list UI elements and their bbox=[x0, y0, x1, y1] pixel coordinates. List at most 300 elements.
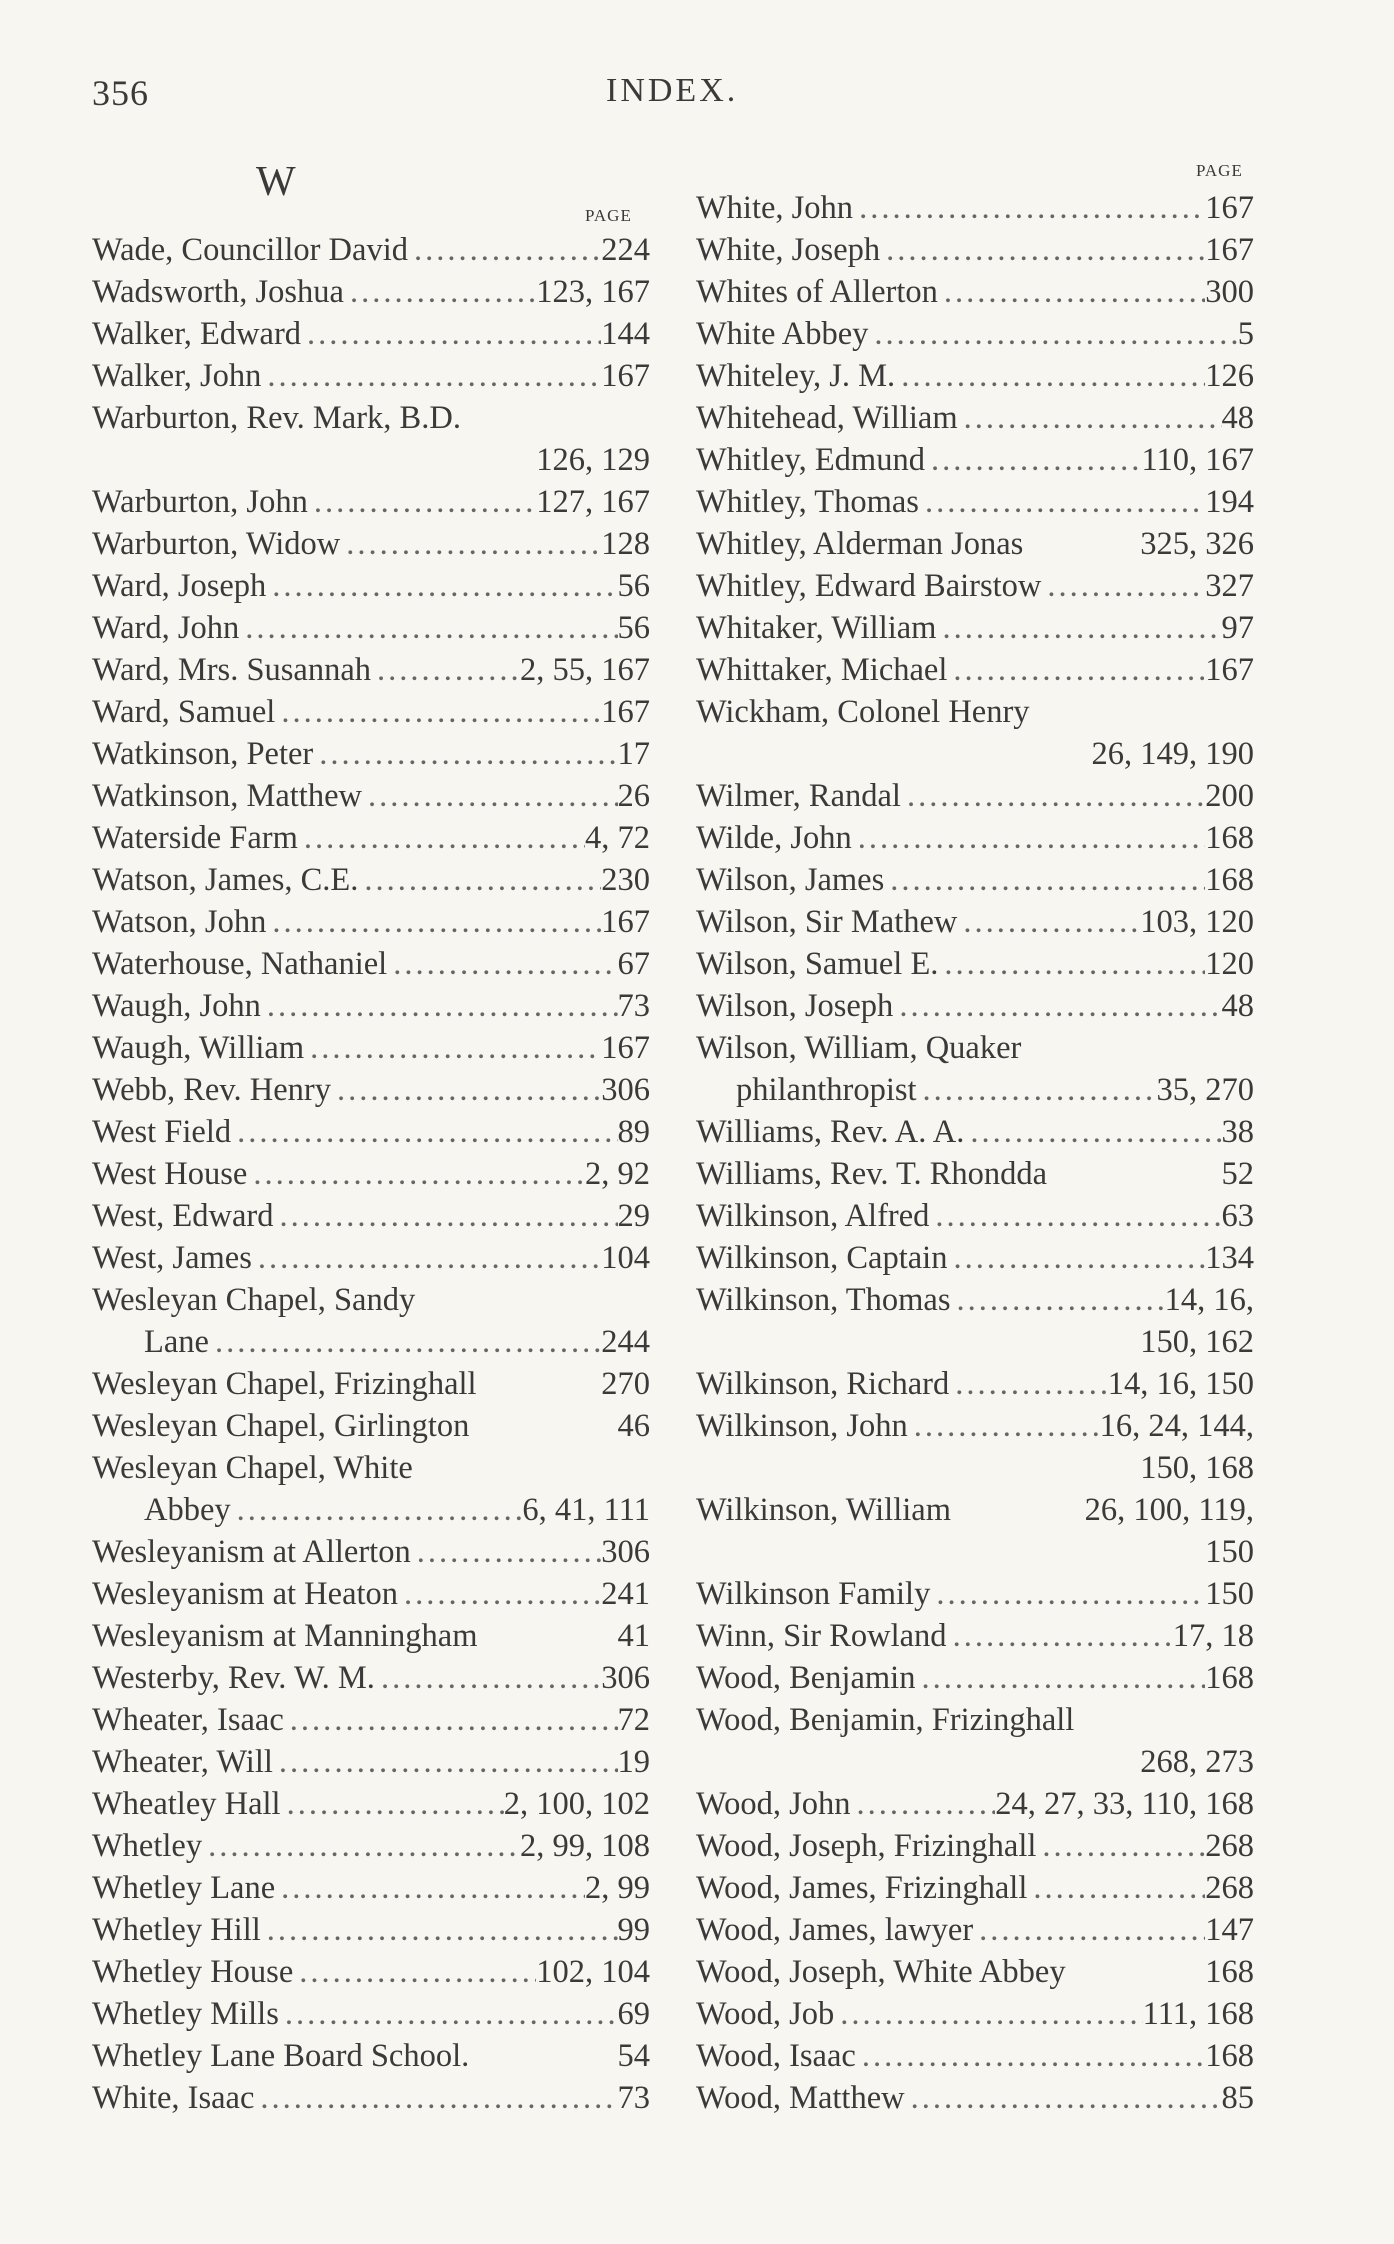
entry-name: Wood, Joseph, Frizinghall bbox=[696, 1828, 1037, 1864]
index-entry bbox=[696, 1699, 1254, 1741]
entry-name: Wilkinson, Thomas bbox=[696, 1282, 951, 1318]
leader-dots bbox=[868, 313, 1237, 355]
entry-name: Waterhouse, Nathaniel bbox=[92, 946, 388, 982]
entry-name: Wood, Isaac bbox=[696, 2038, 856, 2074]
entry-name: Wood, Joseph, White Abbey bbox=[696, 1954, 1066, 1990]
index-entry bbox=[92, 943, 650, 985]
leader-dots bbox=[275, 1867, 585, 1909]
index-entry bbox=[92, 691, 650, 733]
leader-dots bbox=[340, 523, 601, 565]
leader-dots bbox=[950, 1279, 1164, 1321]
entry-name: West House bbox=[92, 1156, 248, 1192]
entry-pages: 268 bbox=[1205, 1870, 1254, 1906]
leader-dots bbox=[852, 817, 1205, 859]
index-entry bbox=[92, 313, 650, 355]
leader-dots bbox=[408, 229, 601, 271]
entry-pages: 19 bbox=[617, 1744, 650, 1780]
entry-name: Whetley Hill bbox=[92, 1912, 261, 1948]
entry-name: West Field bbox=[92, 1114, 232, 1150]
index-entry bbox=[92, 649, 650, 691]
index-entry bbox=[696, 1783, 1254, 1825]
index-entry bbox=[696, 649, 1254, 691]
index-entry bbox=[92, 523, 650, 565]
leader-dots bbox=[947, 1237, 1205, 1279]
entry-pages: 17, 18 bbox=[1172, 1618, 1254, 1654]
index-entry bbox=[92, 1069, 650, 1111]
index-entry bbox=[696, 1867, 1254, 1909]
index-entry bbox=[92, 355, 650, 397]
entry-pages: 2, 99, 108 bbox=[520, 1828, 650, 1864]
leader-dots bbox=[231, 1489, 523, 1531]
entry-pages: 85 bbox=[1221, 2080, 1254, 2116]
leader-dots bbox=[1027, 1867, 1205, 1909]
index-entry bbox=[696, 1825, 1254, 1867]
entry-name: Whitley, Edmund bbox=[696, 442, 925, 478]
leader-dots bbox=[947, 1615, 1173, 1657]
leader-dots bbox=[304, 1027, 601, 1069]
index-entry bbox=[696, 1993, 1254, 2035]
leader-dots bbox=[279, 1993, 618, 2035]
leader-dots bbox=[850, 1783, 995, 1825]
entry-pages: 4, 72 bbox=[585, 820, 650, 856]
entry-name: Webb, Rev. Henry bbox=[92, 1072, 331, 1108]
entry-pages: 127, 167 bbox=[536, 484, 650, 520]
index-entry bbox=[696, 775, 1254, 817]
entry-name: Wood, Benjamin bbox=[696, 1660, 916, 1696]
entry-name: philanthropist bbox=[736, 1072, 917, 1108]
entry-pages: 2, 55, 167 bbox=[520, 652, 650, 688]
index-entry bbox=[92, 1909, 650, 1951]
entry-name: White Abbey bbox=[696, 316, 869, 352]
entry-pages: 167 bbox=[1205, 652, 1254, 688]
entry-pages: 167 bbox=[1205, 232, 1254, 268]
leader-dots bbox=[411, 1531, 602, 1573]
index-entry bbox=[696, 1111, 1254, 1153]
index-entry bbox=[696, 1237, 1254, 1279]
entry-pages: 150 bbox=[1205, 1576, 1254, 1612]
leader-dots bbox=[261, 1909, 618, 1951]
entry-name: Wilson, Joseph bbox=[696, 988, 894, 1024]
leader-dots bbox=[905, 2077, 1222, 2119]
entry-name: Watkinson, Matthew bbox=[92, 778, 362, 814]
index-entry bbox=[696, 2077, 1254, 2119]
entry-name: Wheater, Will bbox=[92, 1744, 273, 1780]
entry-pages: 167 bbox=[601, 904, 650, 940]
entry-pages: 41 bbox=[617, 1618, 650, 1654]
entry-name: Abbey bbox=[144, 1492, 231, 1528]
page-number: 356 bbox=[92, 73, 149, 113]
entry-pages: 24, 27, 33, 110, 168 bbox=[995, 1786, 1254, 1822]
entry-pages: 194 bbox=[1205, 484, 1254, 520]
index-entry bbox=[92, 1531, 650, 1573]
index-entry bbox=[92, 397, 650, 439]
index-entry bbox=[696, 1657, 1254, 1699]
entry-name: Wilkinson, John bbox=[696, 1408, 908, 1444]
leader-dots bbox=[261, 985, 618, 1027]
leader-dots bbox=[398, 1573, 601, 1615]
index-entry bbox=[92, 1951, 650, 1993]
leader-dots bbox=[273, 1741, 618, 1783]
entry-name: Wood, Matthew bbox=[696, 2080, 905, 2116]
index-entry bbox=[92, 1573, 650, 1615]
index-entry bbox=[696, 1741, 1254, 1783]
index-entry bbox=[696, 1615, 1254, 1657]
entry-name: Warburton, Widow bbox=[92, 526, 341, 562]
entry-pages: 102, 104 bbox=[536, 1954, 650, 1990]
entry-name: Waterside Farm bbox=[92, 820, 298, 856]
entry-name: Wood, James, Frizinghall bbox=[696, 1870, 1028, 1906]
entry-name: Wesleyan Chapel, Girlington bbox=[92, 1408, 470, 1444]
index-entry bbox=[696, 1489, 1254, 1531]
entry-pages: 168 bbox=[1205, 1660, 1254, 1696]
index-entry bbox=[92, 1867, 650, 1909]
entry-pages: 224 bbox=[601, 232, 650, 268]
entry-name: Whites of Allerton bbox=[696, 274, 938, 310]
entry-name: Warburton, Rev. Mark, B.D. bbox=[92, 400, 461, 436]
index-entry bbox=[696, 565, 1254, 607]
entry-name: Wilkinson, Alfred bbox=[696, 1198, 930, 1234]
index-entry bbox=[696, 1153, 1254, 1195]
leader-dots bbox=[1041, 565, 1205, 607]
entry-name: Walker, John bbox=[92, 358, 262, 394]
index-entry bbox=[696, 733, 1254, 775]
leader-dots bbox=[938, 271, 1205, 313]
entry-name: Wheater, Isaac bbox=[92, 1702, 284, 1738]
index-entry bbox=[92, 1321, 650, 1363]
entry-name: Whetley Lane Board School. bbox=[92, 2038, 470, 2074]
entry-name: Wadsworth, Joshua bbox=[92, 274, 344, 310]
leader-dots bbox=[375, 1657, 601, 1699]
leader-dots bbox=[313, 733, 617, 775]
index-entry bbox=[92, 1615, 650, 1657]
entry-name: Ward, John bbox=[92, 610, 240, 646]
index-entry bbox=[92, 817, 650, 859]
index-column-right bbox=[696, 187, 1254, 2119]
index-entry bbox=[92, 1447, 650, 1489]
index-entry bbox=[92, 1741, 650, 1783]
entry-pages: 17 bbox=[617, 736, 650, 772]
entry-pages: 268 bbox=[1205, 1828, 1254, 1864]
entry-name: Whittaker, Michael bbox=[696, 652, 948, 688]
index-entry bbox=[92, 439, 650, 481]
entry-name: White, John bbox=[696, 190, 854, 226]
entry-pages: 167 bbox=[1205, 190, 1254, 226]
leader-dots bbox=[947, 649, 1205, 691]
leader-dots bbox=[893, 985, 1221, 1027]
entry-name: Lane bbox=[144, 1324, 209, 1360]
leader-dots bbox=[929, 1195, 1221, 1237]
index-entry bbox=[696, 1195, 1254, 1237]
entry-pages: 2, 99 bbox=[585, 1870, 650, 1906]
entry-name: Wilkinson Family bbox=[696, 1576, 931, 1612]
leader-dots bbox=[853, 187, 1205, 229]
entry-pages: 2, 92 bbox=[585, 1156, 650, 1192]
entry-name: Wade, Councillor David bbox=[92, 232, 408, 268]
entry-pages: 168 bbox=[1205, 820, 1254, 856]
entry-name: Winn, Sir Rowland bbox=[696, 1618, 947, 1654]
index-entry bbox=[696, 901, 1254, 943]
leader-dots bbox=[908, 1405, 1100, 1447]
entry-pages: 123, 167 bbox=[536, 274, 650, 310]
index-entry bbox=[696, 1909, 1254, 1951]
entry-pages: 167 bbox=[601, 1030, 650, 1066]
page-column-head-left: PAGE bbox=[585, 206, 632, 225]
entry-name: Westerby, Rev. W. M. bbox=[92, 1660, 375, 1696]
index-entry bbox=[92, 859, 650, 901]
index-entry bbox=[92, 1111, 650, 1153]
entry-pages: 144 bbox=[601, 316, 650, 352]
entry-pages: 306 bbox=[601, 1534, 650, 1570]
entry-pages: 29 bbox=[617, 1198, 650, 1234]
entry-name: Warburton, John bbox=[92, 484, 308, 520]
entry-pages: 14, 16, bbox=[1164, 1282, 1254, 1318]
entry-name: Watkinson, Peter bbox=[92, 736, 314, 772]
entry-pages: 306 bbox=[601, 1660, 650, 1696]
entry-name: Whiteley, J. M. bbox=[696, 358, 896, 394]
index-entry bbox=[92, 1489, 650, 1531]
leader-dots bbox=[917, 1069, 1157, 1111]
entry-name: Wesleyan Chapel, White bbox=[92, 1450, 413, 1486]
leader-dots bbox=[266, 901, 601, 943]
entry-name: Whitley, Alderman Jonas bbox=[696, 526, 1024, 562]
entry-pages: 300 bbox=[1205, 274, 1254, 310]
leader-dots bbox=[281, 1783, 504, 1825]
entry-name: Whetley House bbox=[92, 1954, 294, 1990]
index-entry bbox=[92, 901, 650, 943]
leader-dots bbox=[973, 1909, 1205, 1951]
entry-name: Wesleyanism at Manningham bbox=[92, 1618, 478, 1654]
index-entry bbox=[92, 1363, 650, 1405]
leader-dots bbox=[274, 1195, 618, 1237]
entry-pages: 150, 162 bbox=[1140, 1324, 1254, 1360]
entry-pages: 327 bbox=[1205, 568, 1254, 604]
entry-name: White, Isaac bbox=[92, 2080, 255, 2116]
index-entry bbox=[92, 1279, 650, 1321]
entry-name: Waugh, John bbox=[92, 988, 261, 1024]
entry-pages: 97 bbox=[1221, 610, 1254, 646]
entry-pages: 147 bbox=[1205, 1912, 1254, 1948]
index-entry bbox=[696, 1531, 1254, 1573]
entry-name: Wilson, Samuel E. bbox=[696, 946, 939, 982]
entry-name: Watson, James, C.E. bbox=[92, 862, 359, 898]
entry-name: Wood, Job bbox=[696, 1996, 835, 2032]
entry-name: Williams, Rev. A. A. bbox=[696, 1114, 965, 1150]
entry-pages: 2, 100, 102 bbox=[503, 1786, 650, 1822]
entry-pages: 241 bbox=[601, 1576, 650, 1612]
entry-pages: 268, 273 bbox=[1140, 1744, 1254, 1780]
entry-pages: 26, 100, 119, bbox=[1084, 1492, 1254, 1528]
index-entry bbox=[696, 1279, 1254, 1321]
index-column-left bbox=[92, 229, 650, 2119]
entry-name: Waugh, William bbox=[92, 1030, 305, 1066]
index-entry bbox=[696, 1447, 1254, 1489]
entry-pages: 150 bbox=[1205, 1534, 1254, 1570]
entry-pages: 126 bbox=[1205, 358, 1254, 394]
entry-name: Wesleyan Chapel, Frizinghall bbox=[92, 1366, 477, 1402]
leader-dots bbox=[901, 775, 1205, 817]
leader-dots bbox=[958, 397, 1222, 439]
leader-dots bbox=[930, 1573, 1205, 1615]
leader-dots bbox=[936, 607, 1221, 649]
leader-dots bbox=[362, 775, 618, 817]
index-entry bbox=[92, 1825, 650, 1867]
leader-dots bbox=[1036, 1825, 1205, 1867]
entry-name: Wesleyanism at Heaton bbox=[92, 1576, 399, 1612]
leader-dots bbox=[358, 859, 601, 901]
leader-dots bbox=[284, 1699, 618, 1741]
index-entry bbox=[696, 985, 1254, 1027]
leader-dots bbox=[880, 229, 1205, 271]
leader-dots bbox=[261, 355, 601, 397]
entry-pages: 73 bbox=[617, 988, 650, 1024]
leader-dots bbox=[275, 691, 601, 733]
entry-name: Walker, Edward bbox=[92, 316, 302, 352]
leader-dots bbox=[957, 901, 1140, 943]
index-entry bbox=[92, 229, 650, 271]
running-title: INDEX. bbox=[606, 72, 739, 109]
leader-dots bbox=[239, 607, 617, 649]
index-entry bbox=[696, 481, 1254, 523]
index-entry bbox=[696, 1951, 1254, 1993]
index-entry bbox=[92, 1657, 650, 1699]
index-entry bbox=[696, 1405, 1254, 1447]
entry-pages: 168 bbox=[1205, 2038, 1254, 2074]
entry-pages: 67 bbox=[617, 946, 650, 982]
entry-pages: 72 bbox=[617, 1702, 650, 1738]
entry-pages: 16, 24, 144, bbox=[1099, 1408, 1254, 1444]
index-entry bbox=[696, 271, 1254, 313]
entry-pages: 6, 41, 111 bbox=[522, 1492, 650, 1528]
section-letter: W bbox=[256, 159, 296, 205]
entry-pages: 306 bbox=[601, 1072, 650, 1108]
leader-dots bbox=[202, 1825, 520, 1867]
entry-name: Wesleyanism at Allerton bbox=[92, 1534, 411, 1570]
entry-name: Whitley, Thomas bbox=[696, 484, 919, 520]
entry-name: Wilson, James bbox=[696, 862, 885, 898]
leader-dots bbox=[344, 271, 536, 313]
index-entry bbox=[696, 1363, 1254, 1405]
entry-name: Ward, Samuel bbox=[92, 694, 276, 730]
index-entry bbox=[92, 607, 650, 649]
entry-pages: 52 bbox=[1221, 1156, 1254, 1192]
leader-dots bbox=[301, 313, 601, 355]
index-entry bbox=[696, 2035, 1254, 2077]
entry-name: Wilkinson, William bbox=[696, 1492, 951, 1528]
index-entry bbox=[696, 313, 1254, 355]
leader-dots bbox=[331, 1069, 601, 1111]
entry-pages: 128 bbox=[601, 526, 650, 562]
entry-name: Wilde, John bbox=[696, 820, 852, 856]
entry-pages: 167 bbox=[601, 694, 650, 730]
entry-name: Whetley Lane bbox=[92, 1870, 276, 1906]
entry-name: Whetley Mills bbox=[92, 1996, 279, 2032]
entry-name: Wilson, Sir Mathew bbox=[696, 904, 958, 940]
entry-pages: 103, 120 bbox=[1140, 904, 1254, 940]
entry-name: Whitley, Edward Bairstow bbox=[696, 568, 1042, 604]
entry-name: Wilmer, Randal bbox=[696, 778, 901, 814]
entry-pages: 38 bbox=[1221, 1114, 1254, 1150]
entry-pages: 104 bbox=[601, 1240, 650, 1276]
entry-name: Wilkinson, Captain bbox=[696, 1240, 948, 1276]
entry-pages: 270 bbox=[601, 1366, 650, 1402]
entry-name: Whitaker, William bbox=[696, 610, 937, 646]
index-entry bbox=[92, 1993, 650, 2035]
leader-dots bbox=[938, 943, 1205, 985]
index-entry bbox=[92, 1699, 650, 1741]
entry-name: West, Edward bbox=[92, 1198, 274, 1234]
index-entry bbox=[92, 1195, 650, 1237]
entry-pages: 56 bbox=[617, 568, 650, 604]
entry-name: Wickham, Colonel Henry bbox=[696, 694, 1030, 730]
entry-pages: 168 bbox=[1205, 862, 1254, 898]
entry-pages: 120 bbox=[1205, 946, 1254, 982]
entry-name: Wood, James, lawyer bbox=[696, 1912, 974, 1948]
leader-dots bbox=[231, 1111, 617, 1153]
index-entry bbox=[92, 2077, 650, 2119]
entry-pages: 89 bbox=[617, 1114, 650, 1150]
leader-dots bbox=[949, 1363, 1108, 1405]
leader-dots bbox=[266, 565, 617, 607]
entry-pages: 26, 149, 190 bbox=[1091, 736, 1254, 772]
entry-name: West, James bbox=[92, 1240, 252, 1276]
entry-pages: 56 bbox=[617, 610, 650, 646]
entry-name: Wheatley Hall bbox=[92, 1786, 281, 1822]
entry-name: Whitehead, William bbox=[696, 400, 958, 436]
leader-dots bbox=[884, 859, 1205, 901]
entry-pages: 69 bbox=[617, 1996, 650, 2032]
entry-name: Ward, Mrs. Susannah bbox=[92, 652, 372, 688]
index-entry bbox=[696, 1321, 1254, 1363]
entry-pages: 126, 129 bbox=[536, 442, 650, 478]
entry-pages: 5 bbox=[1237, 316, 1254, 352]
page-column-head-right: PAGE bbox=[1196, 161, 1243, 180]
entry-name: White, Joseph bbox=[696, 232, 881, 268]
index-entry bbox=[696, 523, 1254, 565]
entry-name: Wesleyan Chapel, Sandy bbox=[92, 1282, 416, 1318]
leader-dots bbox=[371, 649, 520, 691]
leader-dots bbox=[298, 817, 585, 859]
entry-pages: 244 bbox=[601, 1324, 650, 1360]
index-entry bbox=[696, 817, 1254, 859]
leader-dots bbox=[964, 1111, 1221, 1153]
index-entry bbox=[92, 271, 650, 313]
leader-dots bbox=[247, 1153, 585, 1195]
leader-dots bbox=[834, 1993, 1142, 2035]
entry-pages: 168 bbox=[1205, 1954, 1254, 1990]
entry-pages: 48 bbox=[1221, 400, 1254, 436]
entry-name: Whetley bbox=[92, 1828, 203, 1864]
entry-pages: 99 bbox=[617, 1912, 650, 1948]
index-entry bbox=[696, 187, 1254, 229]
index-entry bbox=[696, 943, 1254, 985]
index-entry bbox=[696, 1027, 1254, 1069]
entry-pages: 110, 167 bbox=[1141, 442, 1254, 478]
index-entry bbox=[696, 355, 1254, 397]
index-entry bbox=[696, 229, 1254, 271]
index-entry bbox=[92, 1405, 650, 1447]
index-entry bbox=[696, 859, 1254, 901]
leader-dots bbox=[252, 1237, 601, 1279]
entry-pages: 200 bbox=[1205, 778, 1254, 814]
leader-dots bbox=[254, 2077, 617, 2119]
index-entry bbox=[92, 775, 650, 817]
leader-dots bbox=[308, 481, 536, 523]
index-entry bbox=[696, 397, 1254, 439]
index-entry bbox=[92, 565, 650, 607]
entry-pages: 134 bbox=[1205, 1240, 1254, 1276]
index-entry bbox=[92, 1237, 650, 1279]
index-entry bbox=[696, 607, 1254, 649]
